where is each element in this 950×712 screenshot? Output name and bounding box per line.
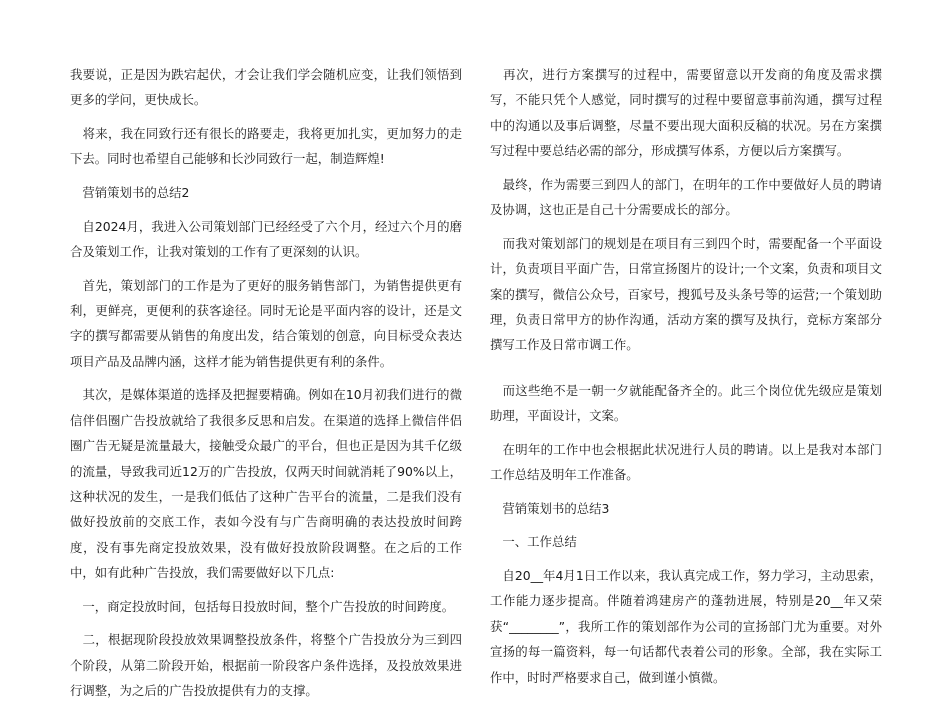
paragraph: 而我对策划部门的规划是在项目有三到四个时，需要配备一个平面设计，负责项目平面广告，日常宣扬图片的设计;一个文案，负责和项目文案的撰写，微信公众号，百家号，搜狐号及头条号等的运营;一个策划助理，负责日常甲方的协作沟通，活动方案的撰写及执行，竞标方案部分撰写工作及日常市调工作。 xyxy=(490,235,882,353)
paragraph: 一，商定投放时间，包括每日投放时间，整个广告投放的时间跨度。 xyxy=(70,598,455,614)
paragraph: 我要说，正是因为跌宕起伏，才会让我们学会随机应变，让我们领悟到更多的学问，更快成长。 xyxy=(70,67,462,108)
paragraph: 自20__年4月1日工作以来，我认真完成工作，努力学习，主动思索，工作能力逐步提高。伴随着鸿建房产的蓬勃进展，特别是20__年又荣获“________”，我所工作的策划部作为公司的宣扬部门尤为重要。对外宣扬的每一篇资料，每一句话都代表着公司的形象。全部，我在实际工作中，时时严格要求自己，做到谨小慎微。 xyxy=(490,568,882,685)
paragraph: 在明年的工作中也会根据此状况进行人员的聘请。以上是我对本部门工作总结及明年工作准备。 xyxy=(490,441,882,483)
right-column xyxy=(490,62,882,698)
section-heading: 营销策划书的总结3 xyxy=(490,500,610,516)
paragraph: 二，根据现阶段投放效果调整投放条件，将整个广告投放分为三到四个阶段，从第二阶段开始，根据前一阶段客户条件选择，及投放效果进行调整，为之后的广告投放提供有力的支撑。 xyxy=(70,632,462,699)
paragraph: 再次，进行方案撰写的过程中，需要留意以开发商的角度及需求撰写，不能只凭个人感觉，同时撰写的过程中要留意事前沟通，撰写过程中的沟通以及事后调整，尽量不要出现大面积反稿的状况。另在方案撰写过程中要总结必需的部分，形成撰写体系，方便以后方案撰写。 xyxy=(490,67,882,159)
section-heading: 营销策划书的总结2 xyxy=(70,185,190,200)
paragraph: 首先，策划部门的工作是为了更好的服务销售部门，为销售提供更有利，更鲜亮，更便利的获客途径。同时无论是平面内容的设计，还是文字的撰写都需要从销售的角度出发，结合策划的创意，向目标受众表达项目产品及品牌内涵，这样才能为销售提供更有利的条件。 xyxy=(70,277,462,369)
paragraph: 其次，是媒体渠道的选择及把握要精确。例如在10月初我们进行的微信伴侣圈广告投放就给了我很多反思和启发。在渠道的选择上微信伴侣圈广告无疑是流量最大，接触受众最广的平台，但也正是因为其千亿级的流量，导致我司近12万的广告投放，仅两天时间就消耗了90%以上，这种状况的发生，一是我们低估了这种广告平台的流量，二是我们没有做好投放前的交底工作，表如今没有与广告商明确的表达投放时间跨度，没有事先商定投放效果，没有做好投放阶段调整。在之后的工作中，如有此种广告投放，我们需要做好以下几点: xyxy=(70,387,462,581)
paragraph: 将来，我在同致行还有很长的路要走，我将更加扎实，更加努力的走下去。同时也希望自己能够和长沙同致行一起，制造辉煌! xyxy=(70,126,462,167)
paragraph: 自2024月，我进入公司策划部门已经经受了六个月，经过六个月的磨合及策划工作，让我对策划的工作有了更深刻的认识。 xyxy=(70,218,462,259)
left-column xyxy=(70,62,462,712)
paragraph: 而这些绝不是一朝一夕就能配备齐全的。此三个岗位优先级应是策划助理，平面设计，文案。 xyxy=(490,382,882,424)
subsection-heading: 一、工作总结 xyxy=(490,534,577,550)
paragraph: 最终，作为需要三到四人的部门，在明年的工作中要做好人员的聘请及协调，这也正是自己十分需要成长的部分。 xyxy=(490,176,882,218)
